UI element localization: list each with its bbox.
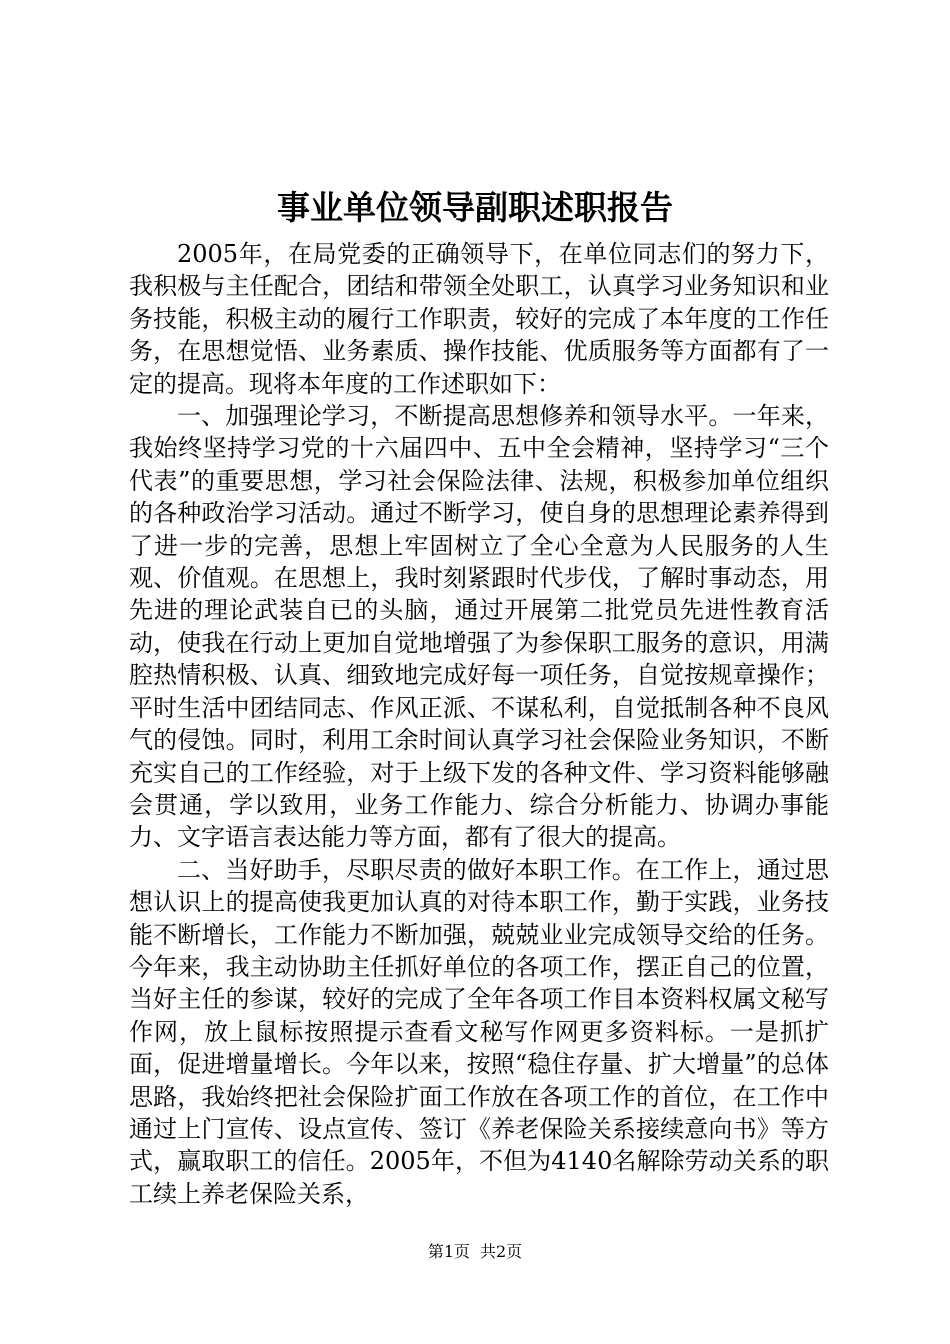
paragraph-section-2: 二、当好助手，尽职尽责的做好本职工作。在工作上，通过思想认识上的提高使我更加认真的对待本职工作，勤于实践，业务技能不断增长，工作能力不断加强，兢兢业业完成领导交给的任务。今年来，我主动协助主任抓好单位的各项工作，摆正自己的位置，当好主任的参谋，较好的完成了全年各项工作目本资料权属文秘写作网，放上鼠标按照提示查看文秘写作网更多资料标。一是抓扩面，促进增量增长。今年以来，按照“稳住存量、扩大增量”的总体思路，我始终把社会保险扩面工作放在各项工作的首位，在工作中通过上门宣传、设点宣传、签订《养老保险关系接续意向书》等方式，赢取职工的信任。2005年，不但为4140名解除劳动关系的职工续上养老保险关系， xyxy=(129,855,829,1208)
paragraph-intro: 2005年，在局党委的正确领导下，在单位同志们的努力下，我积极与主任配合，团结和带领全处职工，认真学习业务知识和业务技能，积极主动的履行工作职责，较好的完成了本年度的工作任务，在思想觉悟、业务素质、操作技能、优质服务等方面都有了一定的提高。现将本年度的工作述职如下： xyxy=(129,240,829,398)
page-total: 共2页 xyxy=(480,1242,523,1261)
page-footer xyxy=(0,1240,950,1264)
document-body xyxy=(129,238,829,1210)
document-title: 事业单位领导副职述职报告 xyxy=(277,188,673,227)
page-number: 第1页 xyxy=(427,1242,470,1261)
paragraph-section-1: 一、加强理论学习，不断提高思想修养和领导水平。一年来，我始终坚持学习党的十六届四中、五中全会精神，坚持学习“三个代表”的重要思想，学习社会保险法律、法规，积极参加单位组织的各种政治学习活动。通过不断学习，使自身的思想理论素养得到了进一步的完善，思想上牢固树立了全心全意为人民服务的人生观、价值观。在思想上，我时刻紧跟时代步伐，了解时事动态，用先进的理论武装自已的头脑，通过开展第二批党员先进性教育活动，使我在行动上更加自觉地增强了为参保职工服务的意识，用满腔热情积极、认真、细致地完成好每一项任务，自觉按规章操作；平时生活中团结同志、作风正派、不谋私利，自觉抵制各种不良风气的侵蚀。同时，利用工余时间认真学习社会保险业务知识，不断充实自己的工作经验，对于上级下发的各种文件、学习资料能够融会贯通，学以致用，业务工作能力、综合分析能力、协调办事能力、文字语言表达能力等方面，都有了很大的提高。 xyxy=(129,402,829,852)
